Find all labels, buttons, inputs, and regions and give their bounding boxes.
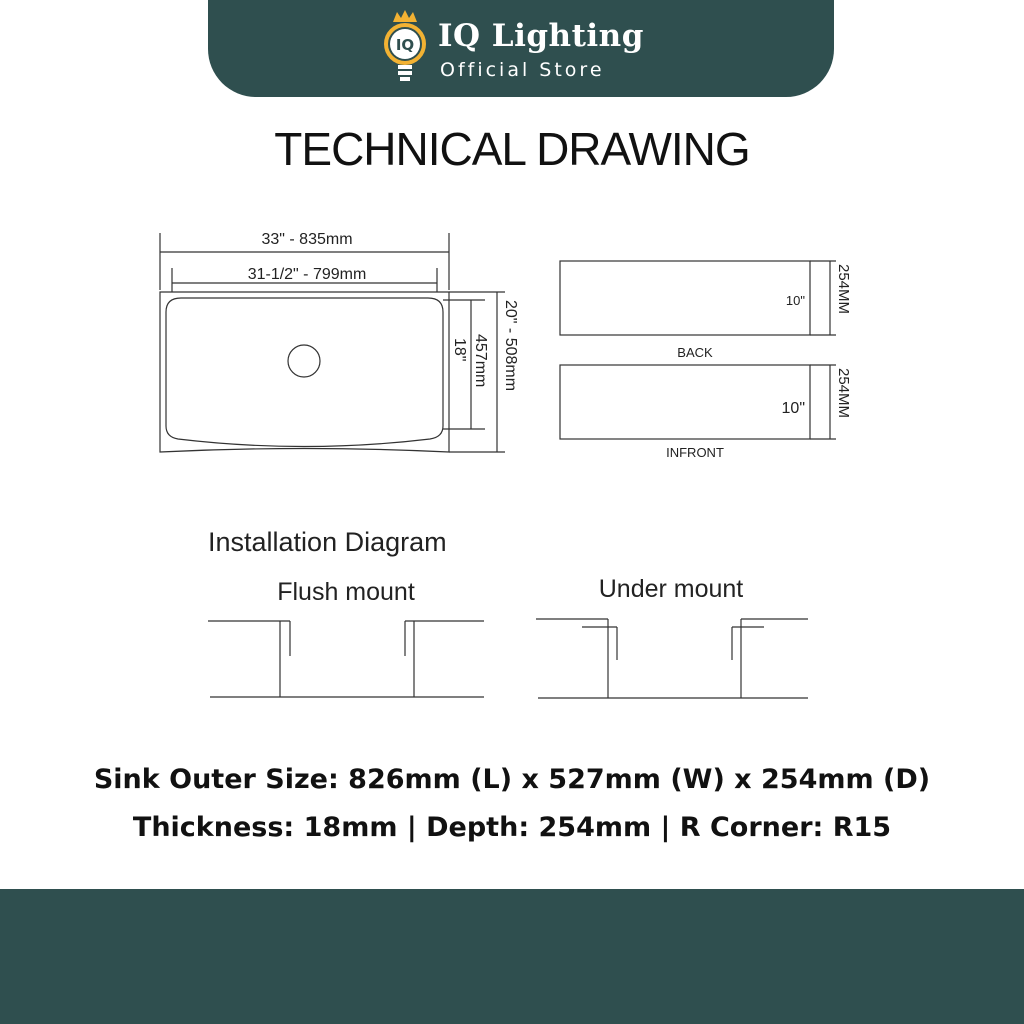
inner-depth-label-mm: 457mm	[472, 334, 489, 388]
outer-depth-label: 20" - 508mm	[502, 300, 519, 392]
front-view-label: INFRONT	[666, 445, 724, 460]
footer-band	[0, 889, 1024, 1024]
outer-width-label: 33" - 835mm	[261, 231, 353, 248]
spec-outer-size: Sink Outer Size: 826mm (L) x 527mm (W) x 254mm (D)	[93, 764, 931, 795]
spec-thickness: Thickness: 18mm | Depth: 254mm | R Corner: R15	[132, 812, 892, 843]
front-height-in: 10"	[781, 400, 805, 417]
page-title: TECHNICAL DRAWING	[274, 123, 750, 175]
back-height-mm: 254MM	[835, 264, 852, 315]
brand-name: IQ Lighting	[438, 18, 644, 54]
under-mount-label: Under mount	[598, 575, 744, 603]
logo-text: IQ	[395, 36, 415, 54]
back-height-in: 10"	[785, 293, 805, 308]
flush-mount-label: Flush mount	[277, 578, 415, 606]
inner-width-label: 31-1/2" - 799mm	[247, 266, 367, 283]
inner-depth-label-in: 18"	[451, 338, 468, 362]
brand-subtitle: Official Store	[440, 59, 605, 81]
installation-heading: Installation Diagram	[208, 527, 447, 557]
front-height-mm: 254MM	[835, 368, 852, 419]
back-view-label: BACK	[677, 345, 713, 360]
